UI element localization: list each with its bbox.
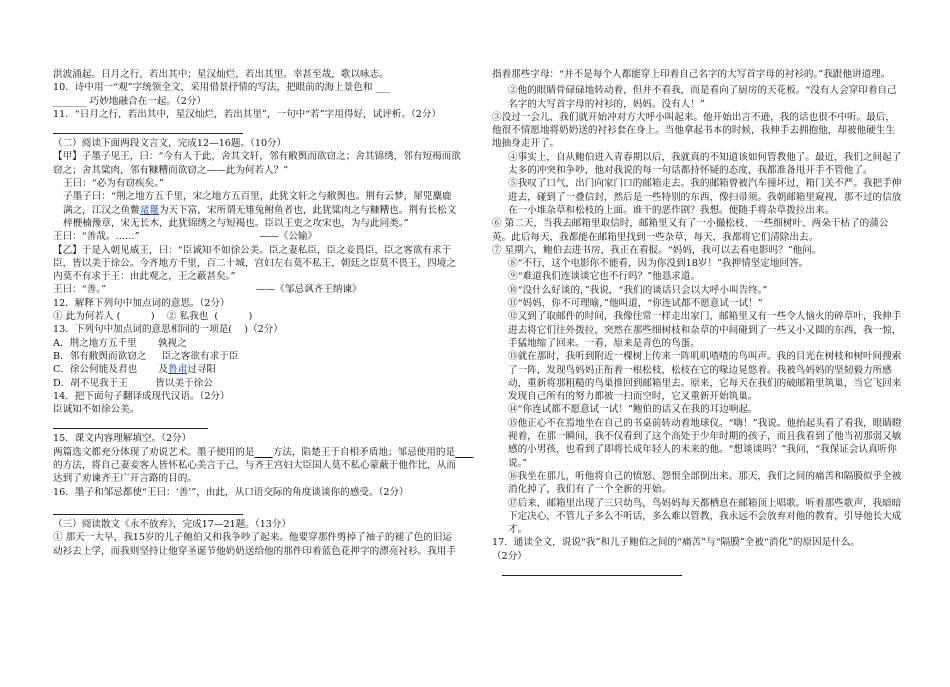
left-column <box>53 68 461 558</box>
question-12: 12．解释下列句中加点词的意思。（2分） <box>53 297 230 309</box>
section-3-heading: （三）阅读散文《永不放弃》，完成17—21题。（13分） <box>53 518 292 530</box>
answer-line[interactable] <box>53 418 208 429</box>
passage-jia-king2: 王曰：“善哉。……” ——《公输》 <box>53 231 318 243</box>
question-10: 10．诗中用一“观”字统领全文，采用借景抒情的写法，把眼前的海上景色和 ___ <box>53 82 390 94</box>
link-lusu[interactable]: 鲁肃 <box>168 364 188 376</box>
question-17-score: （2分） <box>492 550 527 562</box>
essay-para-5: ⑤我叹了口气，出门向家门口的邮箱走去。我的邮箱曾被汽车撞坏过，箱门关不严。我把手伸进去，碰到了一叠信封，然后是一些特别的东西，像扫帚须。我朝邮箱里窥视，那不过的信放在一小堆杂草和松枝的上面。谁干的恶作剧？我想。便随手将杂草拨拉出来。 <box>508 178 902 216</box>
passage-yi: 【乙】于是入朝见威王，曰：“臣诚知不如徐公美。臣之妻私臣，臣之妾畏臣，臣之客欲有求于臣，皆以美于徐公。今齐地方千里，百二十城，宫妇左右莫不私王，朝廷之臣莫不畏王，四境之内莫不有求于王：由此观之，王之蔽甚矣。” <box>53 244 456 283</box>
essay-para-11: ⑪“妈妈，你不可理喻，”他叫道，“你连试都不愿意试一试！” <box>508 298 763 310</box>
question-11: 11．“日月之行，若出其中，星汉灿烂，若出其里”，一句中“若”字用得好，试评析。（2分） <box>53 108 442 120</box>
fill-blank[interactable] <box>254 447 272 458</box>
question-13-a: A．荆之地方五千里 孰视之 <box>53 337 187 349</box>
essay-para-16: ⑯我坐在那儿，听他将自己的愤怒、怨恨全部倒出来。那天，我们之间的痛苦和隔膜似乎全被消化掉了，我们有了一个全新的开始。 <box>508 470 902 496</box>
passage-jia: 【甲】子墨子见王，曰：“今有人于此，舍其文轩，邻有敝舆而欲窃之；舍其锦绣，邻有短褐而欲窃之；舍其粱肉，邻有糠糟而欲窃之——此为何若人？” <box>53 151 461 176</box>
source-gongshu: ——《公输》 <box>259 231 318 243</box>
essay-para-1: ① 那天一大早，我15岁的儿子鲍伯又和我争吵了起来。他要穿那件剪掉了袖子的褪了色的旧运动衫去上学，而我则坚持让他穿圣诞节他奶奶送给他的那件印着蓝色花押字的漂亮衬衫。我用手 <box>53 532 456 557</box>
essay-para-2: ②他的眼睛骨碌碌地转动着，但并不看我，而是看向了厨房的天花板。“没有人会穿印着自己名字的大写首字母的衬衫的，妈妈。没有人！” <box>508 85 897 110</box>
source-zouji: ——《邹忌讽齐王纳谏》 <box>255 284 362 296</box>
question-17: 17．通读全文，说说“我”和儿子鲍伯之间的“痛苦”与“隔膜”全被“消化”的原因是什么。 <box>492 537 861 549</box>
answer-line[interactable] <box>53 504 243 515</box>
question-14-sentence: 臣诚知不如徐公美。 <box>53 404 140 416</box>
essay-para-17: ⑰后来，邮箱里出现了三只幼鸟，鸟妈妈每天都栖息在邮箱顶上唱歌。听着那些歌声，我暗暗下定决心，不管儿子多么不听话，多么难以管教，我永远不会放弃对他的教育，引导他长大成才。 <box>508 497 902 536</box>
essay-para-1-cont: 指着那些字母：“并不是每个人都能穿上印着自己名字的大写首字母的衬衫的。”我跟他讲道理。 <box>492 69 891 80</box>
essay-para-6: ⑥ 第二天，当我去邮箱里取信时，邮箱里又有了一小撮松枝、一些细树叶、两朵干枯了的蒲公英。此后每天，我都能在邮箱里找到一些杂草，每天，我都将它们清除出去。 <box>492 218 889 243</box>
link-yuantuo[interactable]: 鼋鼍 <box>139 204 159 216</box>
right-column <box>492 68 902 579</box>
question-15-text: 两篇选文都充分体现了劝说艺术。墨子使用的是 方法，陷楚王于自相矛盾地；邹忌使用的是 的方法，将自己妻妾客人皆怀私心美言于己，与齐王宫妇大臣国人莫不私心蒙蔽于他作比，从而达到了劝谏齐王广开言路的目的。 <box>53 446 461 486</box>
essay-para-3: ③没过一会儿，我们就开始冲对方大呼小叫起来。他开始出言不逊，我的话也很不中听。最后，他很不情愿地将奶奶送的衬衫套在身上。当他拿起书本的时候，我伸手去拥抱他，却被他硬生生地抽身走开了。 <box>492 111 895 150</box>
essay-para-14: ⑭“你连试都不愿意试一试！”鲍伯的话又在我的耳边响起。 <box>508 404 758 416</box>
question-16: 16．墨子和邹忌都使“王曰：‘善’”，由此，从口语交际的角度谈谈你的感受。（2分） <box>53 486 409 498</box>
fill-blank[interactable] <box>455 447 473 458</box>
passage-jia-mozi: 子墨子曰：“荆之地方五千里，宋之地方五百里，此犹文轩之与敝舆也。荆有云梦，犀兕麋鹿满之，江汉之鱼鳖鼋鼍为天下富，宋所谓无雉兔鲋鱼者也，此犹粱肉之与糠糟也。荆有长松文梓楩楠豫章，宋无长木，此犹锦绣之与短褐也。臣以王吏之攻宋也，为与此同类。” <box>63 191 457 229</box>
essay-para-4: ④事实上，自从鲍伯进入青春期以后，我就真的不知道该如何管教他了。最近，我们之间起了太多的冲突和争吵，他对我说的每一句话都持怀疑的态度，我都准备甩开手不管他了。 <box>508 151 902 177</box>
question-13-c: C．徐公何能及君也 及鲁肃过寻阳 <box>53 364 216 376</box>
essay-para-9: ⑨“难道我们连谈谈它也不行吗？”他恳求道。 <box>508 271 701 283</box>
essay-para-8: ⑧“不行，这个电影你不能看，因为你没到18岁！”我押情坚定地回答。 <box>508 258 809 270</box>
essay-para-7: ⑦ 星期六，鲍伯去进书房，我正在看报。“妈妈，我可以去看电影吗？”他问。 <box>492 244 822 256</box>
question-10-cont: _______ 巧妙地融合在一起。（2分） <box>53 95 207 107</box>
essay-para-10: ⑩“没什么好谈的，”我说，“我们的谈话只会以大呼小叫告终。” <box>508 284 768 296</box>
answer-line[interactable] <box>502 565 682 576</box>
poem-last-line: 洪波涌起。日月之行，若出其中；星汉灿烂，若出其里。幸甚至哉，歌以咏志。 <box>53 69 389 80</box>
answer-line[interactable] <box>53 123 243 134</box>
passage-yi-king: 王曰：“善。” ——《邹忌讽齐王纳谏》 <box>53 284 362 296</box>
question-14: 14．把下面句子翻译成现代汉语。（2分） <box>53 390 230 402</box>
essay-para-12: ⑫又到了取邮件的时间，我像往常一样走出家门，邮箱里又有一些令人恼火的碎草叶，我伸手进去将它们往外拨拉，突然在那些细树枝和杂草的中间碰到了一些又小又圆的东西，我一惊，手猛地缩了回来。一看，原来是青色的鸟蛋。 <box>508 311 902 349</box>
question-13: 13．下列句中加点词的意思相同的一项是( )（2分） <box>53 324 283 336</box>
question-13-b: B．邻有敝舆而欲窃之 臣之客欲有求于臣 <box>53 350 239 362</box>
essay-para-13: ⑬就在那时，我听到附近一棵树上传来一阵叽叽喳喳的鸟叫声。我的目光在树枝和树叶间搜索了一阵，发现鸟妈妈正衔着一根松枝，松枝在它的喙边晃悠着。我被鸟妈妈的坚韧毅力所感动，重新将那粗糙的鸟巢推回到邮箱里去。原来，它每天在我们的破邮箱里筑巢，当它飞回来发现自己所有的努力都被一扫而空时，它又重新开始筑巢。 <box>508 351 902 403</box>
question-12-items: ① 此为何若人 ( ) ② 私我也 ( ) <box>53 311 253 323</box>
question-13-d: D．胡不见我于王 皆以美于徐公 <box>53 377 213 389</box>
essay-para-15: ⑮他正心不在焉地坐在自己的书桌前转动着地球仪。“嗨！”我说。他抬起头看了看我，眼睛瞪视着，在那一瞬间，我不仅看到了这个高处于少年时期的孩子，而且我看到了他当初那弱又敏感的小男孩，也看到了即将长成年轻人的未来的他。“想谈谈吗？”我问，“我保证会认真听你说。” <box>508 417 902 469</box>
passage-jia-king1: 王曰：“必为有窃疾矣。” <box>63 178 164 190</box>
question-15: 15．课文内容理解填空。（2分） <box>53 433 192 445</box>
section-2-heading: （二）阅读下面两段文言文，完成12—16题。（10分） <box>53 138 287 150</box>
